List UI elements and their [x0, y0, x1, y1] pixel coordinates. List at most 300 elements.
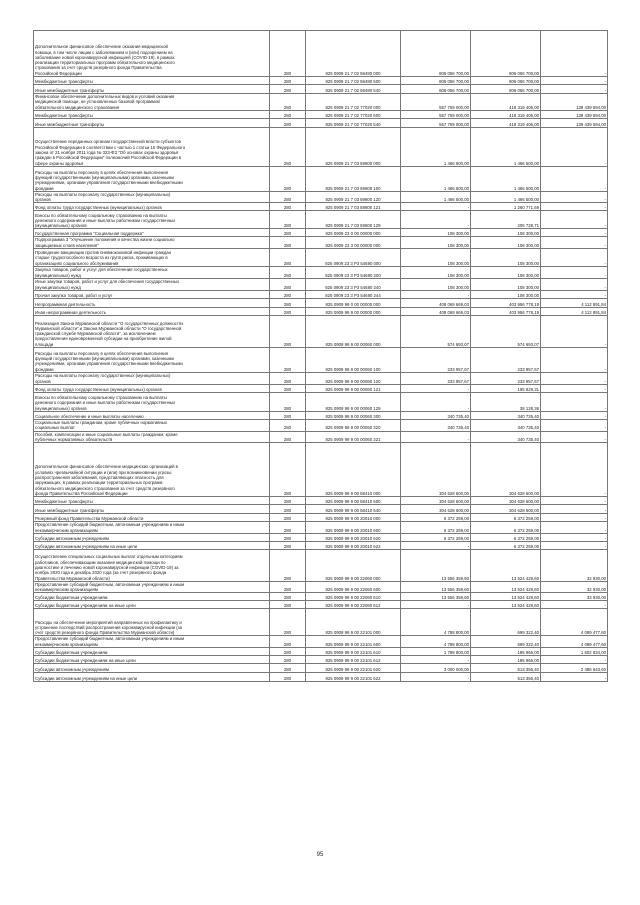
cell-code: 280 — [270, 237, 306, 249]
cell-v1: 108 300,00 — [401, 237, 471, 249]
cell-kbk: 825 0909 99 9 00 22060 000 — [306, 549, 401, 581]
cell-kbk: 825 0909 99 9 00 00060 320 — [306, 420, 401, 432]
cell-desc: Непрограммная деятельность — [34, 299, 270, 308]
table-row — [34, 593, 608, 601]
cell-desc: Субсидии автономным учреждениям — [34, 664, 270, 673]
cell-kbk: 825 0909 21 7 03 59800 100 — [306, 166, 401, 191]
cell-desc: Реализация Закона Мурманской области "О государственных должностях Мурманской области" и Закона Мурманской области "О государственной гражданской службе Мурманской области", за исключением предоставления единовременной субсидии на приобретение жилой площади — [34, 316, 270, 348]
cell-kbk: 825 0909 99 9 00 22101 610 — [306, 648, 401, 656]
cell-desc: Расходы на выплаты персоналу государственных (муниципальных) органов — [34, 191, 270, 203]
cell-v2: 418 319 406,00 — [471, 94, 541, 111]
cell-desc: Субсидии автономным учреждениям на иные цели — [34, 541, 270, 549]
table-row — [34, 373, 608, 385]
cell-v1: 233 957,67 — [401, 348, 471, 373]
cell-desc: Предоставление субсидий бюджетным, автономным учреждениям и иным некоммерческим организациям — [34, 522, 270, 534]
cell-v1: - — [401, 203, 471, 211]
cell-v3: - — [541, 431, 608, 443]
cell-desc: Дополнительное финансовое обеспечение медицинских организаций в условиях чрезвычайной ситуации и (или) при возникновении угрозы распространения заболеваний, представляющих опасность для окружающих, в рамках реализации территориальных программ обязательного медицинского страхования за счет средств резервного фонда Правительства Российской Федерации — [34, 443, 270, 497]
cell-v1: 108 300,00 — [401, 229, 471, 237]
cell-v1: 557 759 000,00 — [401, 110, 471, 118]
cell-desc: Иная непрограммная деятельность — [34, 308, 270, 316]
cell-code: 280 — [270, 229, 306, 237]
cell-kbk: 825 0909 21 7 03 59800 120 — [306, 191, 401, 203]
cell-v2: 6 372 259,00 — [471, 541, 541, 549]
table-row — [34, 267, 608, 279]
cell-v1: - — [401, 385, 471, 393]
cell-v1: - — [401, 393, 471, 412]
cell-v2: 699 322,40 — [471, 636, 541, 648]
cell-v2: 1 466 500,00 — [471, 127, 541, 166]
budget-table — [33, 30, 608, 682]
cell-v1: 13 556 359,60 — [401, 581, 471, 593]
cell-kbk: 825 0909 99 9 00 58410 540 — [306, 505, 401, 514]
cell-kbk: 825 0909 99 9 00 00060 121 — [306, 385, 401, 393]
cell-v1: 304 628 600,00 — [401, 443, 471, 497]
cell-code: 280 — [270, 291, 306, 299]
cell-v3: - — [541, 505, 608, 514]
cell-v2: 205 728,71 — [471, 211, 541, 229]
cell-code: 280 — [270, 601, 306, 609]
cell-code: 280 — [270, 110, 306, 118]
table-row — [34, 609, 608, 636]
cell-v1: 304 628 600,00 — [401, 505, 471, 514]
cell-v2: 108 300,00 — [471, 229, 541, 237]
cell-desc: Социальное обеспечение и иные выплаты населению — [34, 412, 270, 420]
cell-v2: 513 356,40 — [471, 664, 541, 673]
table-row — [34, 443, 608, 497]
cell-code: 280 — [270, 648, 306, 656]
cell-desc: Расходы на выплаты персоналу в целях обеспечения выполнения функций государственными (муниципальными) органами, казенными учреждениями, органами управления государственными внебюджетными фондами — [34, 166, 270, 191]
cell-kbk: 825 0909 99 9 00 00060 321 — [306, 431, 401, 443]
table-row — [34, 648, 608, 656]
cell-desc: Взносы по обязательному социальному страхованию на выплаты денежного содержания и иные выплаты работникам государственных (муниципальных) органов — [34, 393, 270, 412]
cell-v1: 108 300,00 — [401, 279, 471, 291]
cell-kbk: 825 0909 23 3 P3 54680 240 — [306, 279, 401, 291]
cell-v1: 108 300,00 — [401, 249, 471, 267]
cell-v3: - — [541, 237, 608, 249]
cell-v1: 408 069 669,03 — [401, 308, 471, 316]
cell-v1: - — [401, 211, 471, 229]
cell-code: 280 — [270, 279, 306, 291]
cell-v2: 403 956 778,19 — [471, 299, 541, 308]
cell-v2: 304 628 600,00 — [471, 497, 541, 505]
table-row — [34, 118, 608, 127]
cell-code: 280 — [270, 166, 306, 191]
cell-desc: Расходы на выплаты персоналу в целях обеспечения выполнения функций государственными (муниципальными) органами, казенными учреждениями, органами управления государственными внебюджетными фондами — [34, 348, 270, 373]
cell-kbk: 825 0909 21 7 02 77020 500 — [306, 110, 401, 118]
cell-kbk: 825 0909 99 9 00 22060 610 — [306, 593, 401, 601]
table-row — [34, 514, 608, 522]
cell-kbk: 825 0909 99 9 00 00060 000 — [306, 316, 401, 348]
cell-v1: 340 735,40 — [401, 420, 471, 432]
table-row — [34, 94, 608, 111]
cell-kbk: 825 0909 99 9 00 00060 120 — [306, 373, 401, 385]
cell-v2: 185 966,00 — [471, 656, 541, 664]
table-row — [34, 249, 608, 267]
cell-v2: 6 372 259,00 — [471, 514, 541, 522]
cell-v2: 195 829,31 — [471, 385, 541, 393]
cell-desc: Подпрограмма 3 "Улучшение положения и качества жизни социально защищаемых слоев населения" — [34, 237, 270, 249]
cell-kbk: 825 0909 99 9 00 00060 129 — [306, 393, 401, 412]
cell-kbk: 825 0909 99 9 00 22101 600 — [306, 636, 401, 648]
cell-v2: 108 300,00 — [471, 291, 541, 299]
cell-code: 280 — [270, 656, 306, 664]
cell-v1: 557 759 000,00 — [401, 94, 471, 111]
cell-v3: - — [541, 385, 608, 393]
cell-v1: 1 466 500,00 — [401, 166, 471, 191]
cell-kbk: 825 0909 21 7 02 58480 540 — [306, 85, 401, 94]
cell-v1: 108 300,00 — [401, 267, 471, 279]
cell-desc: Иные закупки товаров, работ и услуг для обеспечения государственных (муниципальных) нужд — [34, 279, 270, 291]
table-row — [34, 291, 608, 299]
cell-v1: 1 466 500,00 — [401, 191, 471, 203]
cell-kbk: 825 0909 99 9 00 22060 612 — [306, 601, 401, 609]
cell-v3: - — [541, 514, 608, 522]
cell-code: 280 — [270, 431, 306, 443]
table-row — [34, 522, 608, 534]
cell-code: 280 — [270, 77, 306, 85]
table-row — [34, 601, 608, 609]
cell-code: 280 — [270, 412, 306, 420]
cell-v3: - — [541, 541, 608, 549]
cell-desc: Фонд оплаты труда государственных (муниципальных) органов — [34, 203, 270, 211]
table-row — [34, 211, 608, 229]
cell-kbk: 825 0909 21 7 02 58480 000 — [306, 31, 401, 77]
cell-v2: 185 966,00 — [471, 648, 541, 656]
cell-code: 280 — [270, 191, 306, 203]
cell-v3: - — [541, 412, 608, 420]
table-row — [34, 393, 608, 412]
cell-v3: 1 602 834,00 — [541, 648, 608, 656]
cell-v3: 33 930,00 — [541, 593, 608, 601]
cell-desc: Государственная программа "Социальная поддержка" — [34, 229, 270, 237]
cell-v2: 513 356,40 — [471, 673, 541, 682]
cell-v1: - — [401, 541, 471, 549]
cell-v1: - — [401, 291, 471, 299]
cell-v3: 4 089 477,60 — [541, 609, 608, 636]
cell-kbk: 825 0909 23 3 P3 54680 200 — [306, 267, 401, 279]
cell-desc: Резервный фонд Правительства Мурманской области — [34, 514, 270, 522]
cell-v3: 4 112 891,84 — [541, 299, 608, 308]
cell-code: 280 — [270, 514, 306, 522]
cell-v3: - — [541, 229, 608, 237]
cell-code: 280 — [270, 522, 306, 534]
cell-desc: Межбюджетные трансферты — [34, 497, 270, 505]
cell-v3: - — [541, 291, 608, 299]
cell-v3: - — [541, 673, 608, 682]
cell-code: 280 — [270, 316, 306, 348]
cell-v3: - — [541, 267, 608, 279]
cell-v3: - — [541, 316, 608, 348]
cell-v1: 233 957,67 — [401, 373, 471, 385]
cell-desc: Иные межбюджетные трансферты — [34, 118, 270, 127]
table-row — [34, 316, 608, 348]
table-row — [34, 581, 608, 593]
cell-desc: Субсидии автономным учреждениям на иные цели — [34, 673, 270, 682]
table-row — [34, 420, 608, 432]
table-row — [34, 533, 608, 541]
cell-kbk: 825 0909 21 7 03 59800 121 — [306, 203, 401, 211]
cell-v1: - — [401, 656, 471, 664]
cell-code: 280 — [270, 420, 306, 432]
cell-code: 280 — [270, 127, 306, 166]
cell-desc: Иные межбюджетные трансферты — [34, 85, 270, 94]
cell-code: 280 — [270, 581, 306, 593]
cell-v3: - — [541, 348, 608, 373]
cell-v3: - — [541, 601, 608, 609]
table-row — [34, 279, 608, 291]
cell-desc: Социальные выплаты гражданам, кроме публичных нормативных социальных выплат — [34, 420, 270, 432]
cell-code: 280 — [270, 549, 306, 581]
table-row — [34, 385, 608, 393]
cell-kbk: 825 0909 99 9 00 00000 000 — [306, 308, 401, 316]
table-row — [34, 656, 608, 664]
cell-v3: - — [541, 85, 608, 94]
cell-v2: 38 128,36 — [471, 393, 541, 412]
cell-desc: Предоставление субсидий бюджетным, автономным учреждениям и иным некоммерческим организациям — [34, 581, 270, 593]
table-row — [34, 110, 608, 118]
cell-code: 280 — [270, 203, 306, 211]
cell-kbk: 825 0909 99 9 00 58410 000 — [306, 443, 401, 497]
cell-kbk: 825 0909 21 7 03 59800 000 — [306, 127, 401, 166]
table-row — [34, 541, 608, 549]
cell-v2: 13 524 429,60 — [471, 601, 541, 609]
table-body — [34, 31, 608, 682]
cell-v3: 4 112 891,84 — [541, 308, 608, 316]
cell-v1: 13 556 359,60 — [401, 549, 471, 581]
cell-desc: Фонд оплаты труда государственных (муниципальных) органов — [34, 385, 270, 393]
cell-v1: - — [401, 601, 471, 609]
table-row — [34, 348, 608, 373]
cell-v3: 32 930,00 — [541, 549, 608, 581]
cell-kbk: 825 0909 23 0 00 00000 000 — [306, 229, 401, 237]
cell-v2: 1 466 500,00 — [471, 166, 541, 191]
cell-v2: 1 260 771,69 — [471, 203, 541, 211]
cell-code: 280 — [270, 118, 306, 127]
cell-v3: - — [541, 203, 608, 211]
cell-code: 280 — [270, 249, 306, 267]
table-row — [34, 497, 608, 505]
cell-desc: Пособия, компенсации и иные социальные выплаты гражданам, кроме публичных нормативных обязательств — [34, 431, 270, 443]
cell-v1: 304 628 600,00 — [401, 497, 471, 505]
cell-v3: 139 439 594,00 — [541, 110, 608, 118]
cell-desc: Прочая закупка товаров, работ и услуг — [34, 291, 270, 299]
cell-kbk: 825 0909 21 7 02 77020 000 — [306, 94, 401, 111]
cell-desc: Межбюджетные трансферты — [34, 110, 270, 118]
cell-kbk: 825 0909 99 9 00 22060 600 — [306, 581, 401, 593]
cell-v3: - — [541, 373, 608, 385]
cell-v1: - — [401, 673, 471, 682]
cell-kbk: 825 0909 21 7 02 58480 500 — [306, 77, 401, 85]
cell-code: 280 — [270, 94, 306, 111]
table-row — [34, 505, 608, 514]
cell-v3: - — [541, 497, 608, 505]
cell-v2: 574 693,07 — [471, 316, 541, 348]
cell-v3: - — [541, 522, 608, 534]
table-row — [34, 237, 608, 249]
cell-v3: - — [541, 191, 608, 203]
cell-v3: - — [541, 656, 608, 664]
cell-code: 280 — [270, 385, 306, 393]
cell-v2: 340 735,40 — [471, 420, 541, 432]
cell-desc: Взносы по обязательному социальному страхованию на выплаты денежного содержания и иные выплаты работникам государственных (муниципальных) органов — [34, 211, 270, 229]
cell-v1: - — [401, 431, 471, 443]
cell-v3: - — [541, 77, 608, 85]
cell-kbk: 825 0909 99 9 00 58410 500 — [306, 497, 401, 505]
cell-v1: 6 372 259,00 — [401, 522, 471, 534]
cell-v2: 233 957,67 — [471, 348, 541, 373]
cell-kbk: 825 0909 99 9 00 00060 300 — [306, 412, 401, 420]
cell-code: 280 — [270, 373, 306, 385]
table-row — [34, 85, 608, 94]
cell-v3: - — [541, 166, 608, 191]
table-row — [34, 431, 608, 443]
cell-v3: 32 930,00 — [541, 581, 608, 593]
cell-code: 280 — [270, 299, 306, 308]
cell-v1: 1 466 500,00 — [401, 127, 471, 166]
cell-kbk: 825 0909 99 9 00 00060 100 — [306, 348, 401, 373]
cell-v1: 4 788 800,00 — [401, 609, 471, 636]
cell-code: 280 — [270, 593, 306, 601]
cell-kbk: 825 0909 99 9 00 22101 612 — [306, 656, 401, 664]
cell-v1: 806 056 700,00 — [401, 77, 471, 85]
cell-code: 280 — [270, 505, 306, 514]
cell-kbk: 825 0909 99 9 00 22101 000 — [306, 609, 401, 636]
cell-kbk: 825 0909 23 3 P3 54680 000 — [306, 249, 401, 267]
cell-desc: Осуществление переданных органам государственной власти субъектов Российской Федерации в соответствии с частью 1 статьи 15 Федерального закона от 21 ноября 2011 года № 323-ФЗ "Об основах охраны здоровья граждан в Российской Федерации" полномочий Российской Федерации в сфере охраны здоровья — [34, 127, 270, 166]
cell-desc: Субсидии бюджетным учреждениям на иные цели — [34, 656, 270, 664]
cell-v1: 1 788 800,00 — [401, 648, 471, 656]
cell-v3: 139 439 594,00 — [541, 94, 608, 111]
cell-kbk: 825 0909 99 9 00 20010 000 — [306, 514, 401, 522]
cell-v2: 108 300,00 — [471, 279, 541, 291]
cell-v2: 340 735,40 — [471, 431, 541, 443]
cell-code: 280 — [270, 393, 306, 412]
cell-v2: 233 957,67 — [471, 373, 541, 385]
cell-desc: Межбюджетные трансферты — [34, 77, 270, 85]
cell-code: 280 — [270, 31, 306, 77]
cell-kbk: 825 0909 23 3 P3 54680 244 — [306, 291, 401, 299]
cell-desc: Иные межбюджетные трансферты — [34, 505, 270, 514]
cell-v2: 340 735,40 — [471, 412, 541, 420]
cell-code: 280 — [270, 673, 306, 682]
cell-kbk: 825 0909 21 7 03 59800 129 — [306, 211, 401, 229]
cell-v3: - — [541, 533, 608, 541]
cell-desc: Расходы на обеспечение мероприятий направленных на профилактику и устранение последствий распространения коронавирусной инфекции (за счет средств резервного фонда Правительства Мурманской области) — [34, 609, 270, 636]
cell-v3: 4 089 477,60 — [541, 636, 608, 648]
cell-v2: 6 372 259,00 — [471, 533, 541, 541]
table-row — [34, 166, 608, 191]
cell-kbk: 825 0909 99 9 00 22101 622 — [306, 673, 401, 682]
cell-desc: Проведение вакцинации против пневмококковой инфекции граждан старше трудоспособного возраста из групп риска, проживающих в организациях социального обслуживания — [34, 249, 270, 267]
cell-v3: - — [541, 249, 608, 267]
cell-v1: 340 735,40 — [401, 412, 471, 420]
cell-v2: 108 300,00 — [471, 249, 541, 267]
cell-v3: - — [541, 443, 608, 497]
table-row — [34, 549, 608, 581]
table-row — [34, 31, 608, 77]
cell-v1: 408 069 669,03 — [401, 299, 471, 308]
cell-v2: 304 628 600,00 — [471, 505, 541, 514]
cell-code: 280 — [270, 348, 306, 373]
cell-code: 280 — [270, 443, 306, 497]
cell-v2: 806 056 700,00 — [471, 31, 541, 77]
cell-v1: 557 759 000,00 — [401, 118, 471, 127]
cell-code: 280 — [270, 211, 306, 229]
cell-v3: 2 486 643,60 — [541, 664, 608, 673]
cell-v3: - — [541, 420, 608, 432]
cell-v2: 403 956 778,19 — [471, 308, 541, 316]
cell-desc: Финансовое обеспечение дополнительных видов и условий оказания медицинской помощи, не установленных базовой программой обязательного медицинского страхования — [34, 94, 270, 111]
cell-v1: 6 372 259,00 — [401, 514, 471, 522]
table-row — [34, 673, 608, 682]
table-row — [34, 664, 608, 673]
table-row — [34, 203, 608, 211]
cell-code: 280 — [270, 636, 306, 648]
cell-code: 280 — [270, 541, 306, 549]
cell-v2: 13 524 429,60 — [471, 593, 541, 601]
cell-kbk: 825 0909 99 9 00 20010 620 — [306, 533, 401, 541]
table-row — [34, 308, 608, 316]
cell-desc: Предоставление субсидий бюджетным, автономным учреждениям и иным некоммерческим организациям — [34, 636, 270, 648]
page-number: 95 — [316, 852, 324, 858]
cell-code: 280 — [270, 497, 306, 505]
cell-desc: Субсидии бюджетным учреждениям — [34, 593, 270, 601]
cell-desc: Закупка товаров, работ и услуг для обеспечения государственных (муниципальных) нужд — [34, 267, 270, 279]
cell-v1: 4 788 800,00 — [401, 636, 471, 648]
cell-v1: 574 693,07 — [401, 316, 471, 348]
cell-kbk: 825 0909 99 9 00 20010 600 — [306, 522, 401, 534]
cell-v1: 806 056 700,00 — [401, 85, 471, 94]
cell-v1: 13 556 359,60 — [401, 593, 471, 601]
cell-v3: - — [541, 127, 608, 166]
cell-kbk: 825 0909 21 7 02 77020 540 — [306, 118, 401, 127]
table-row — [34, 191, 608, 203]
cell-v2: 13 524 429,60 — [471, 549, 541, 581]
cell-desc: Расходы на выплаты персоналу государственных (муниципальных) органов — [34, 373, 270, 385]
cell-code: 280 — [270, 267, 306, 279]
cell-v1: 3 000 000,00 — [401, 664, 471, 673]
table-row — [34, 77, 608, 85]
table-row — [34, 412, 608, 420]
cell-v1: 806 056 700,00 — [401, 31, 471, 77]
cell-v3: - — [541, 31, 608, 77]
cell-v2: 418 319 406,00 — [471, 118, 541, 127]
cell-v3: 139 439 594,00 — [541, 118, 608, 127]
cell-code: 280 — [270, 609, 306, 636]
cell-v2: 418 319 406,00 — [471, 110, 541, 118]
cell-v2: 806 056 700,00 — [471, 77, 541, 85]
table-row — [34, 127, 608, 166]
cell-v2: 304 628 600,00 — [471, 443, 541, 497]
cell-desc: Субсидии бюджетным учреждениям — [34, 648, 270, 656]
table-row — [34, 636, 608, 648]
cell-desc: Осуществление специальных социальных выплат отдельным категориям работников, обеспечивающим оказание медицинской помощи по диагностике и лечению новой коронавирусной инфекции (COVID-19) за ноябрь 2020 года и декабрь 2020 года (за счет резервного фонда Правительства Мурманской области) — [34, 549, 270, 581]
cell-kbk: 825 0909 99 0 00 00000 000 — [306, 299, 401, 308]
cell-desc: Дополнительное финансовое обеспечение оказания медицинской помощи, в том числе лицам с заболеванием и (или) подозрением на заболевание новой коронавирусной инфекцией (COVID-19), в рамках реализации территориальных программ обязательного медицинского страхования за счет средств резервного фонда Правительства Российской Федерации — [34, 31, 270, 77]
cell-v3: - — [541, 393, 608, 412]
table-row — [34, 229, 608, 237]
cell-v1: 6 372 259,00 — [401, 533, 471, 541]
cell-code: 280 — [270, 308, 306, 316]
cell-v2: 699 322,40 — [471, 609, 541, 636]
cell-v2: 13 524 429,60 — [471, 581, 541, 593]
cell-kbk: 825 0909 99 9 00 22101 620 — [306, 664, 401, 673]
cell-desc: Субсидии автономным учреждениям — [34, 533, 270, 541]
cell-v2: 6 372 259,00 — [471, 522, 541, 534]
cell-code: 280 — [270, 533, 306, 541]
cell-desc: Субсидии бюджетным учреждениям на иные цели — [34, 601, 270, 609]
